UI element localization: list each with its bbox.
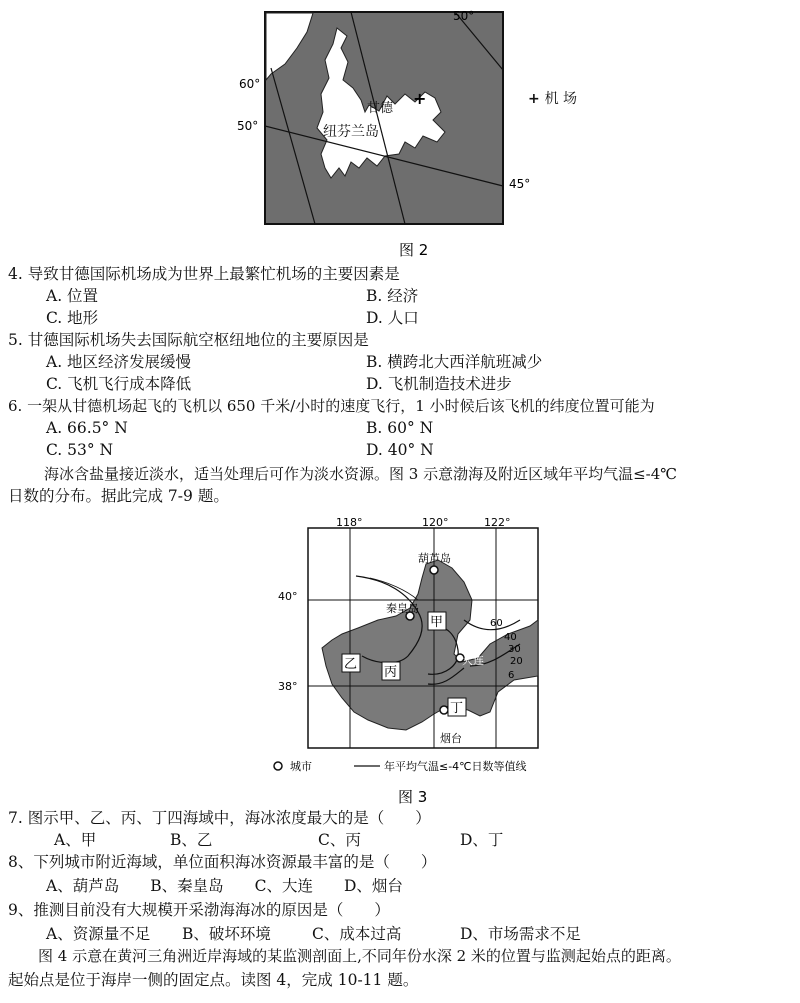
city-label: 葫芦岛 <box>418 552 451 565</box>
lat-label: 50° <box>237 119 259 133</box>
city-marker <box>430 566 438 574</box>
option-9c[interactable]: C、成本过高 <box>312 925 402 943</box>
option-5c[interactable]: C. 飞机飞行成本降低 <box>46 375 192 393</box>
option-5b[interactable]: B. 横跨北大西洋航班减少 <box>366 353 543 371</box>
intro-10-11-line2: 起始点是位于海岸一侧的固定点。读图 4，完成 10-11 题。 <box>8 971 419 989</box>
area-label: 甲 <box>430 615 444 630</box>
question-6-stem: 6. 一架从甘德机场起飞的飞机以 650 千米/小时的速度飞行，1 小时候后该飞机的纬度位置可能为 <box>8 397 655 415</box>
legend-city-icon <box>274 762 282 770</box>
airport-legend-label: 机 场 <box>544 91 578 107</box>
city-marker <box>440 706 448 714</box>
island-label: 纽芬兰岛 <box>323 124 379 140</box>
lat-label: 60° <box>239 77 261 91</box>
area-label: 丁 <box>450 701 464 716</box>
options-8[interactable]: A、葫芦岛 B、秦皇岛 C、大连 D、烟台 <box>46 877 403 895</box>
contour-value: 40 <box>504 632 517 643</box>
airport-icon: + <box>413 89 427 108</box>
option-7b[interactable]: B、乙 <box>170 831 213 849</box>
option-9a[interactable]: A、资源量不足 <box>46 925 151 943</box>
lon-label: 120° <box>422 516 449 529</box>
figure-2-map <box>237 8 531 259</box>
contour-value: 30 <box>508 644 521 655</box>
intro-7-9-line2: 日数的分布。据此完成 7-9 题。 <box>8 487 229 505</box>
contour-value: 20 <box>510 656 523 667</box>
option-9d[interactable]: D、市场需求不足 <box>460 925 581 943</box>
option-5a[interactable]: A. 地区经济发展缓慢 <box>46 353 192 371</box>
lat-label: 40° <box>278 590 298 603</box>
contour-value: 60 <box>490 618 503 629</box>
option-4b[interactable]: B. 经济 <box>366 287 419 305</box>
airport-legend <box>528 88 577 108</box>
lon-label: 122° <box>484 516 511 529</box>
option-4c[interactable]: C. 地形 <box>46 309 99 327</box>
intro-7-9-line1: 海冰含盐量接近淡水，适当处理后可作为淡水资源。图 3 示意渤海及附近区域年平均气温≤-4℃ <box>44 465 678 483</box>
question-5-stem: 5. 甘德国际机场失去国际航空枢纽地位的主要原因是 <box>8 331 369 349</box>
option-6a[interactable]: A. 66.5° N <box>46 419 128 437</box>
figure-3-caption: 图 3 <box>398 788 428 806</box>
lat-label: 50° <box>453 9 475 23</box>
city-label: 秦皇岛 <box>386 602 419 615</box>
airport-label: 甘德 <box>367 101 394 116</box>
lat-label: 38° <box>278 680 298 693</box>
city-label: 烟台 <box>440 732 462 745</box>
legend-contour-label: 年平均气温≤-4℃日数等值线 <box>384 760 527 773</box>
option-5d[interactable]: D. 飞机制造技术进步 <box>366 375 512 393</box>
contour-value: 6 <box>508 670 515 681</box>
question-7-stem: 7. 图示甲、乙、丙、丁四海域中，海冰浓度最大的是（ ） <box>8 809 431 827</box>
lat-label: 45° <box>509 177 531 191</box>
lon-label: 118° <box>336 516 363 529</box>
city-label: 大连 <box>462 654 484 667</box>
figure-3-map <box>258 516 558 810</box>
legend-city-label: 城市 <box>290 760 312 773</box>
option-6d[interactable]: D. 40° N <box>366 441 434 459</box>
area-label: 乙 <box>344 657 358 672</box>
option-7c[interactable]: C、丙 <box>318 831 361 849</box>
option-7a[interactable]: A、甲 <box>54 831 97 849</box>
figure-2-caption: 图 2 <box>399 241 429 259</box>
option-9b[interactable]: B、破坏环境 <box>182 925 271 943</box>
option-6c[interactable]: C. 53° N <box>46 441 114 459</box>
area-label: 丙 <box>384 665 398 680</box>
question-8-stem: 8、下列城市附近海域，单位面积海冰资源最丰富的是（ ） <box>8 853 437 871</box>
question-4-stem: 4. 导致甘德国际机场成为世界上最繁忙机场的主要因素是 <box>8 265 400 283</box>
airport-legend-icon: + <box>528 91 545 107</box>
option-6b[interactable]: B. 60° N <box>366 419 434 437</box>
question-9-stem: 9、推测目前没有大规模开采渤海海冰的原因是（ ） <box>8 901 390 919</box>
option-4d[interactable]: D. 人口 <box>366 309 419 327</box>
option-4a[interactable]: A. 位置 <box>46 287 99 305</box>
intro-10-11-line1: 图 4 示意在黄河三角洲近岸海域的某监测剖面上,不同年份水深 2 米的位置与监测起始点的距离。 <box>38 947 681 965</box>
option-7d[interactable]: D、丁 <box>460 831 504 849</box>
